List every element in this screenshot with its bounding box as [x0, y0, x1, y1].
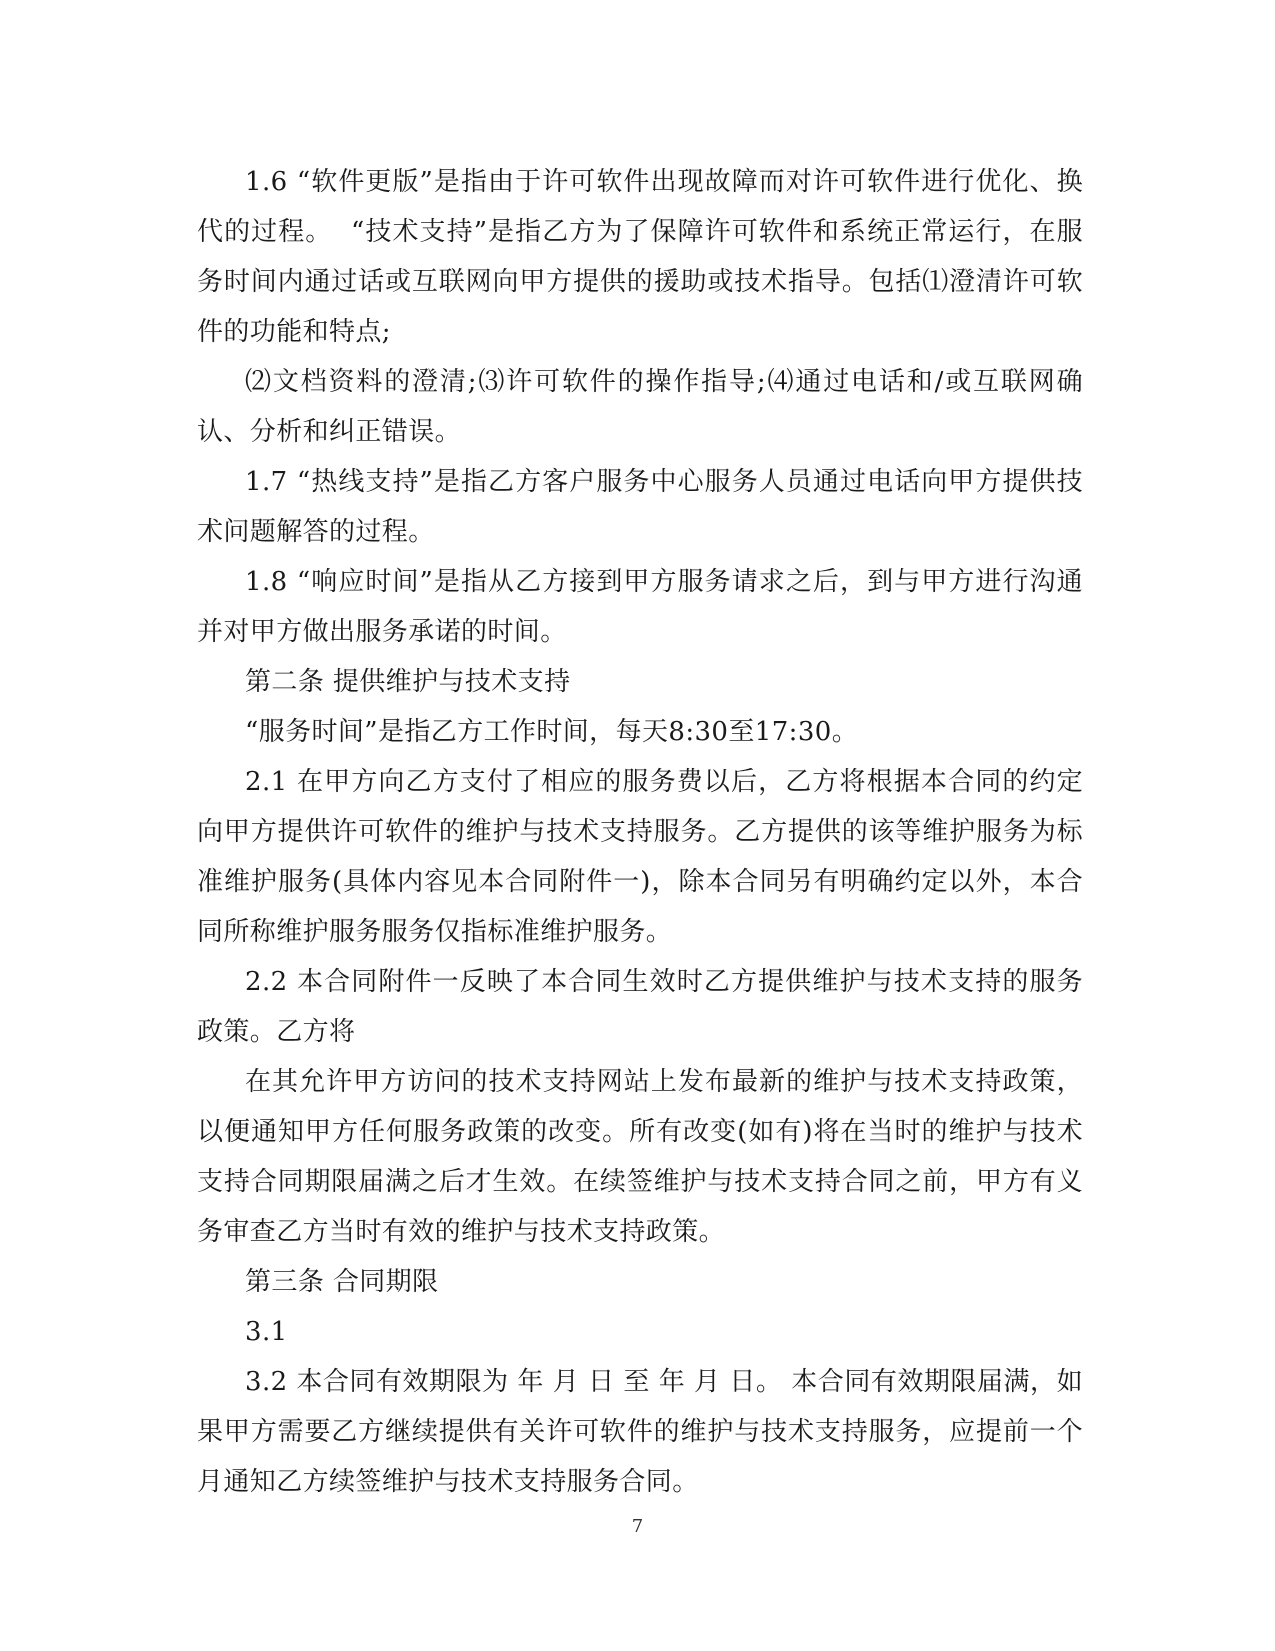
- paragraph-3-2: 3.2 本合同有效期限为 年 月 日 至 年 月 日。 本合同有效期限届满，如果甲方需要乙方继续提供有关许可软件的维护与技术支持服务，应提前一个月通知乙方续签维护与技术支持服务合同。: [197, 1367, 1083, 1497]
- paragraph-1-6: 1.6 “软件更版”是指由于许可软件出现故障而对许可软件进行优化、换代的过程。 “技术支持”是指乙方为了保障许可软件和系统正常运行，在服务时间内通过话或互联网向甲方提供的援助或技术指导。包括⑴澄清许可软件的功能和特点;: [197, 167, 1083, 347]
- paragraph-policy-updates: 在其允许甲方访问的技术支持网站上发布最新的维护与技术支持政策，以便通知甲方任何服务政策的改变。所有改变(如有)将在当时的维护与技术支持合同期限届满之后才生效。在续签维护与技术支持合同之前，甲方有义务审查乙方当时有效的维护与技术支持政策。: [197, 1067, 1083, 1247]
- paragraph-service-hours: “服务时间”是指乙方工作时间，每天8:30至17:30。: [245, 717, 859, 747]
- article-3-heading: 第三条 合同期限: [245, 1267, 439, 1297]
- paragraph-2-2: 2.2 本合同附件一反映了本合同生效时乙方提供维护与技术支持的服务政策。乙方将: [197, 967, 1083, 1047]
- article-2-heading: 第二条 提供维护与技术支持: [245, 667, 571, 697]
- paragraph-1-8: 1.8 “响应时间”是指从乙方接到甲方服务请求之后，到与甲方进行沟通并对甲方做出服务承诺的时间。: [197, 567, 1083, 647]
- paragraph-1-7: 1.7 “热线支持”是指乙方客户服务中心服务人员通过电话向甲方提供技术问题解答的过程。: [197, 467, 1083, 547]
- page-number: 7: [631, 1516, 644, 1537]
- paragraph-3-1: 3.1: [245, 1317, 288, 1347]
- document-body: [197, 157, 1083, 1507]
- paragraph-support-items: ⑵文档资料的澄清;⑶许可软件的操作指导;⑷通过电话和/或互联网确认、分析和纠正错误。: [197, 367, 1083, 447]
- paragraph-2-1: 2.1 在甲方向乙方支付了相应的服务费以后，乙方将根据本合同的约定向甲方提供许可软件的维护与技术支持服务。乙方提供的该等维护服务为标准维护服务(具体内容见本合同附件一)，除本合同另有明确约定以外，本合同所称维护服务服务仅指标准维护服务。: [197, 767, 1083, 947]
